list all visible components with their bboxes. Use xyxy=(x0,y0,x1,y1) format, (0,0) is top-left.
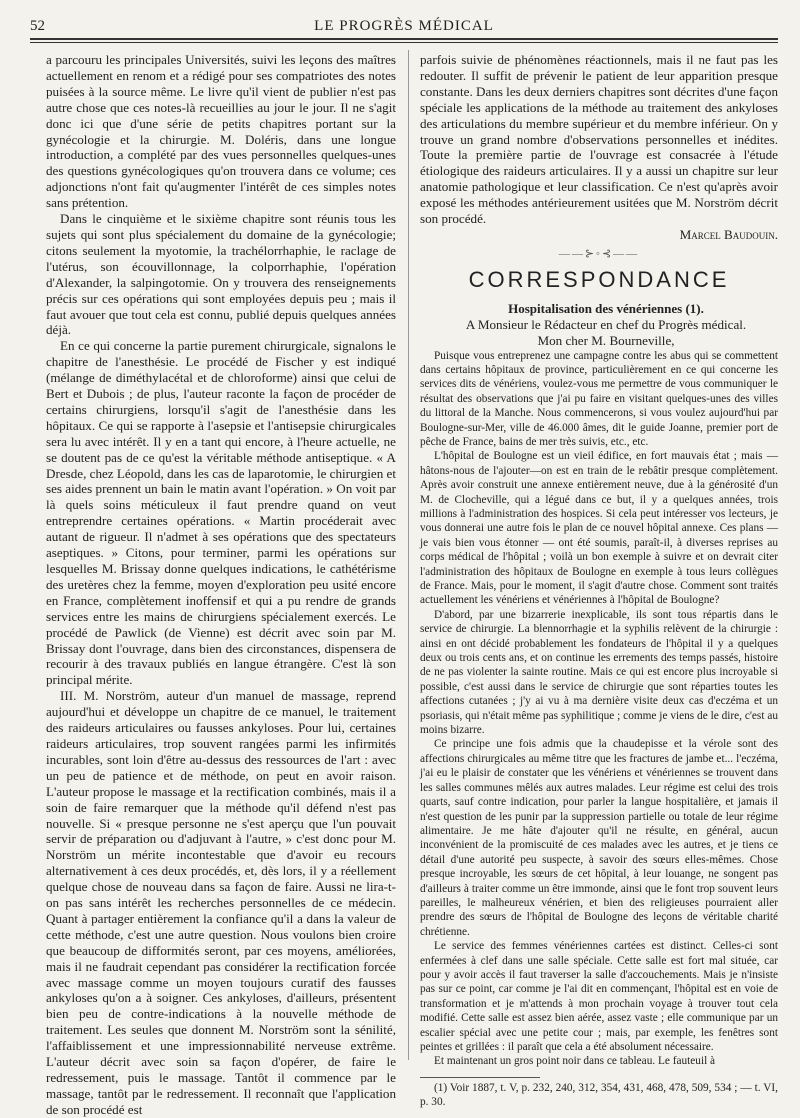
paragraph: III. M. Norström, auteur d'un manuel de massage, reprend aujourd'hui et développe un chapitre de ce manuel, le traitement des raideurs articulaires ou fausses ankyloses. Pour lui, certaines raideurs articulaires, trop souvent rangées parmi les infirmités incurables, sont loin d'être au-dessus des ressources de l'art : avec un peu de patience et de méthode, on peut en avoir raison. L'auteur propose le massage et la rectification combinés, mais il a soin de faire remarquer que la méthode qu'il défend n'est pas nouvelle. Si « presque personne ne s'est aperçu que l'un pouvait servir de préparation ou d'adjuvant à l'autre, » c'est donc pour M. Norström un mérite incontestable que d'avoir eu recours alternativement à ces deux procédés, et, dès lors, il y a réellement quelque chose de nouveau dans sa façon de faire. Aussi ne lira-t-on pas sans intérêt les recherches personnelles de ce médecin. Quant à partager entièrement la confiance qu'il a dans la valeur de cette méthode, c'est une autre question. Nous voulons bien croire que beaucoup de difformités seront, par ces moyens, améliorées, mais il ne faudrait cependant pas considérer la rectification forcée avec massage comme un moyen toujours curatif des fausses ankyloses qu'on a à soigner. Ces ankyloses, d'ailleurs, présentent bien peu de contre-indications à la nouvelle méthode de traitement. Les seules que donnent M. Norström sont la sénilité, l'affaiblissement et une impressionnabilité nerveuse extrême. L'auteur décrit avec soin sa façon d'opérer, de faire le redressement, puis le massage. Tantôt il commence par le massage, tantôt par le redressement. Il reconnaît que l'application de son procédé est xyxy=(46,688,396,1117)
paragraph: L'hôpital de Boulogne est un vieil édifice, en fort mauvais état ; mais —hâtons-nous de l'ajouter—on est en train de le rebâtir presque complètement. Après avoir construit une annexe entièrement neuve, due à la générosité d'un M. de Clocheville, qui a légué dans ce but, il y a quelques années, trois millions à l'administration des hospices. Si cela peut intéresser vos lecteurs, je vous donnerai une autre fois le plan de ce nouvel hôpital annexe. Ces plans — je vais bien vous étonner — ont été soumis, paraît-il, à diverses reprises au corps médical de l'hôpital ; voilà un bon exemple à suivre et on devrait citer l'administration des hôpitaux de Boulogne en exemple à tous leurs collègues de France. Mais, pour le moment, il s'agit d'autre chose. Comment sont traités actuellement les vénériens et vénériennes à l'hôpital de Boulogne? xyxy=(420,450,778,607)
footnote-rule xyxy=(420,1077,540,1078)
author-signature: Marcel Baudouin. xyxy=(679,226,778,242)
letter-title: Hospitalisation des vénériennes (1). xyxy=(508,300,704,316)
paragraph: a parcouru les principales Universités, suivi les leçons des maîtres actuellement en renom et a rédigé pour ses compatriotes des notes puisées à la source même. Le livre qu'il vient de publier n'est pas autre chose que ces notes-là recueillies au jour le jour. Il ne s'agit donc ici que d'une série de petits chapitres portant sur la gynécologie et la chirurgie. M. Doléris, dans une longue introduction, a complété par des vues personnelles quelques-unes des questions gynécologiques qu'on trouvera dans ce volume; ces adjonctions n'ont fait qu'augmenter l'intérêt de ces simples notes sans prétention. xyxy=(46,52,396,211)
section-title: CORRESPONDANCE xyxy=(468,266,730,292)
paragraph: Dans le cinquième et le sixième chapitre sont réunis tous les sujets qui sont plus spécialement du domaine de la gynécologie; citons seulement la myotomie, la trachélorrhaphie, le raclage de l'utérus, son écouvillonnage, la colporrhaphie, l'opération d'Alexander, la salpingotomie. On y trouvera des renseignements précis sur ces opérations qui sont employées depuis peu ; mais il faut avouer que tout cela est connu, publié depuis quelques années déjà. xyxy=(46,211,396,338)
letter-salutation: Mon cher M. Bourneville, xyxy=(537,332,675,348)
letter-address: A Monsieur le Rédacteur en chef du Progrès médical. xyxy=(465,316,747,332)
paragraph: Ce principe une fois admis que la chaudepisse et la vérole sont des affections chirurgicales au même titre que les fractures de jambe et... l'eczéma, j'ai eu le plaisir de constater que les vénériens et vénériennes se trouvent dans les salles communes mêlés aux autres malades. Leur régime est celui des trois quarts, sauf contre indication, pour parler la langue hospitalière, et jamais il n'est question de les punir par la suppression partielle ou totale de leur régime alimentaire. Je me hâte d'ajouter qu'il ne résulte, en général, aucun inconvénient de la promiscuité de ces malades avec les autres, et je tiens ce détail d'une autorité peu suspecte, à savoir des sœurs elles-mêmes. Chose presque incroyable, les sœurs de cet hôpital, à leur louange, ne songent pas d'ailleurs à traiter comme un être immonde, ainsi que le font trop souvent leurs pareilles, le malheureux vénérien, et bien des religieuses pourraient aller prendre des sœurs de l'hôpital de Boulogne des leçons de véritable charité chrétienne. xyxy=(420,738,778,938)
letter-body xyxy=(420,349,778,1069)
paragraph: D'abord, par une bizarrerie inexplicable, ils sont tous répartis dans le service de chirurgie. La blennorrhagie et la syphilis relèvent de la chirurgie : ainsi en ont décidé probablement les fondateurs de l'hôpital il y a quelques deux ou trois cents ans, et on continue les errements des temps passés, histoire de ne pas violenter la sainte routine. Mais ce qui est encore plus incroyable si possible, c'est aussi dans le service de chirurgie que sont réparties toutes les affections cutanées ; j'y ai vu à ma dernière visite deux cas d'eczéma et un psoriasis, qui n'était même pas syphilitique ; comme je viens de le dire, c'est au moins bizarre. xyxy=(420,608,778,737)
paragraph: Puisque vous entreprenez une campagne contre les abus qui se commettent dans certains hôpitaux de province, particulièrement en ce qui concerne les services dits de vénériens, voulez-vous me permettre de vous communiquer le résultat des observations que j'ai pu faire en visitant quelques-unes des villes du littoral de la Manche. Nous commencerons, si vous voulez aujourd'hui par Boulogne-sur-Mer, ville de 46.000 âmes, dit le guide Joanne, premier port de pêche de France, bains de mer très suivis, etc., etc. xyxy=(420,349,778,448)
paragraph: Le service des femmes vénériennes cartées est distinct. Celles-ci sont enfermées à clef dans une salle spéciale. Cette salle est fort mal située, car pour y avoir accès il faut traverser la salle d'accouchements. Mais je n'insiste pas sur ce point, car comme je l'ai dit en commençant, l'hôpital est en voie de transformation et je m'attends à mon prochain voyage à trouver tout cela modifié. Cette salle est assez bien aérée, assez vaste ; elle communique par un escalier spécial avec une petite cour ; mais, par exemple, les fenêtres sont peintes et grillées : il paraît que cela a été absolument nécessaire. xyxy=(420,940,778,1053)
page-header xyxy=(30,16,778,40)
paragraph: parfois suivie de phénomènes réactionnels, mais il ne faut pas les redouter. Il suffit de prévenir le patient de leur apparition presque constante. Dans les deux derniers chapitres sont décrites d'une façon spéciale les applications de la méthode au traitement des ankyloses des articulations du membre supérieur et du membre inférieur. On y trouve un grand nombre d'observations personnelles et inédites. Toute la première partie de l'ouvrage est consacrée à l'étude étiologique des raideurs articulaires. Il y a aussi un chapitre sur leur anatomie pathologique et leur classification. Ce n'est qu'après avoir exposé les méthodes antérieurement usitées que M. Norström décrit son procédé. xyxy=(420,52,778,227)
page-number: 52 xyxy=(30,18,45,34)
header-rule xyxy=(30,38,778,40)
journal-title: LE PROGRÈS MÉDICAL xyxy=(314,18,494,34)
header-rule-thin xyxy=(30,42,778,43)
footnote: (1) Voir 1887, t. V, p. 232, 240, 312, 354, 431, 468, 478, 509, 534 ; — t. VI, p. 30. xyxy=(420,1081,778,1108)
ornament-divider: ——⊱◦⊰—— xyxy=(558,247,640,260)
column-divider xyxy=(408,50,409,1060)
paragraph: Et maintenant un gros point noir dans ce tableau. Le fauteuil à xyxy=(434,1055,716,1068)
right-column xyxy=(420,52,778,1109)
left-column xyxy=(46,52,396,1118)
paragraph: En ce qui concerne la partie purement chirurgicale, signalons le chapitre de l'anesthésie. Le procédé de Fischer y est indiqué (mélange de diméthylacétal et de chloroforme) ainsi que celui de Bert et Dubois ; de plus, l'auteur raconte la façon de procéder de certains chirurgiens, lorsqu'il s'agit de l'anesthésie dans les hôpitaux. Ce qui se rapporte à l'asepsie et l'antisepsie chirurgicales sera lu avec intérêt. Il y en a tant qui encore, à l'heure actuelle, ne se doutent pas de ce qu'est la véritable méthode antiseptique. « A Dresde, chez Léopold, dans les cas de laparotomie, le chirurgien et ses aides prennent un bain le matin avant l'opération. » On voit par là quels soins méticuleux il faut prendre quand on veut entreprendre certaines opérations. « Martin procéderait avec autant de rigueur. Il n'admet à ses opérations que des spectateurs aseptiques. » Citons, pour terminer, parmi les opérations sur lesquelles M. Brissay donne quelques indications, le cathétérisme des uretères chez la femme, moyen d'exploration peu usité encore en France, complètement inoffensif et qui a pu rendre de grands services entre les mains de chirurgiens spécialement exercés. Le procédé de Pawlick (de Vienne) est décrit avec soin par M. Brissay dont l'ouvrage, dans bien des circonstances, dispensera de recourir à des travaux publiés en langue étrangère. C'est là son principal mérite. xyxy=(46,338,396,688)
